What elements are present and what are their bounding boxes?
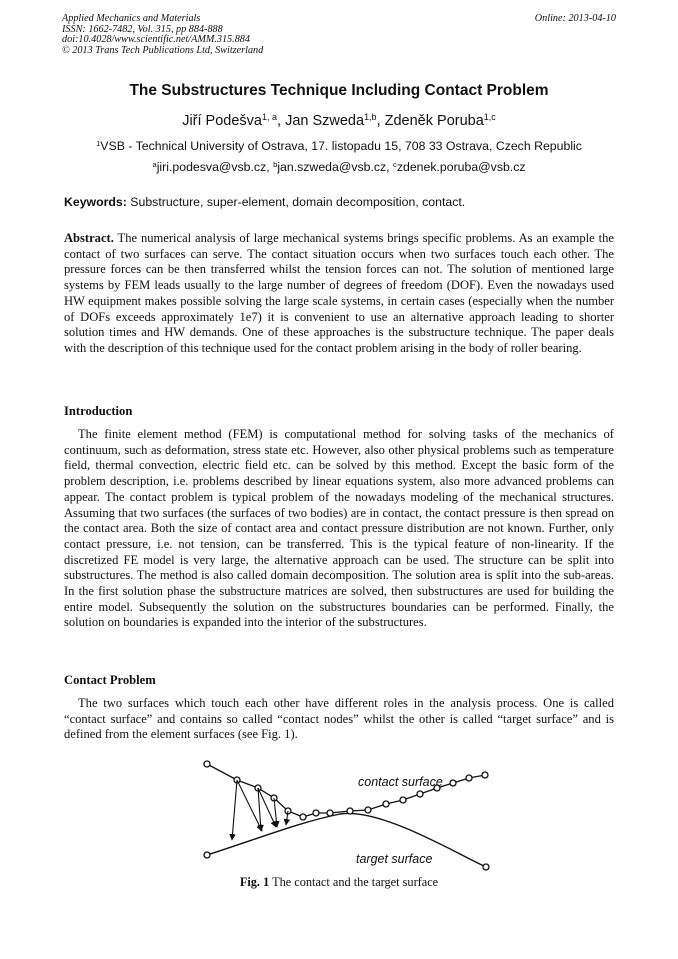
- contact-node: [300, 814, 306, 820]
- contact-node: [347, 808, 353, 814]
- target-surface-label: target surface: [356, 852, 433, 866]
- copyright-line: © 2013 Trans Tech Publications Ltd, Switzerland: [62, 44, 264, 56]
- contact-surface-label: contact surface: [358, 775, 443, 789]
- author-name: Jiří Podešva: [182, 113, 262, 129]
- author-line: Jiří Podešva$^{1, a}$, Jan Szweda$^{1,b}$, Zdeněk Poruba$^{1,c}$: [182, 112, 496, 129]
- abstract-label: Abstract.: [64, 231, 114, 245]
- author-name: Jan Szweda: [285, 113, 365, 129]
- contact-node: [313, 810, 319, 816]
- figure-caption: [0, 875, 678, 890]
- author-name: Zdeněk Poruba: [384, 113, 484, 129]
- author-affiliation-marker: 1,b: [364, 112, 377, 123]
- target-node: [204, 852, 210, 858]
- keywords-line: [64, 195, 465, 209]
- email-marker: b: [273, 159, 278, 169]
- author-affiliation-marker: 1, a: [262, 112, 277, 123]
- contact-node: [466, 775, 472, 781]
- figure-caption-label: Fig. 1: [239, 875, 270, 889]
- figure-caption-text: The contact and the target surface: [272, 875, 439, 889]
- abstract-text: The numerical analysis of large mechanical systems brings specific problems. As an example the contact of two surfaces can serve. The contact situation occurs when two surfaces touch each other. The pressure forces can be then transferred whilst the tension forces can not. The solution of mentioned large systems by FEM leads usually to the large number of degrees of freedom (DOF). Even the nowadays used HW equipment makes possible solving the large scale systems, in certain cases (especially when the number of DOFs exceeds approximately 1e7) it is convenient to use an alternative approach leading to shorter solution times and HW demands. One of these approaches is the substructure technique. The paper deals with the description of this technique used for the contact problem arising in the body of roller bearing.: [64, 231, 614, 355]
- email-line: $^a$jiri.podesva@vsb.cz, $^b$jan.szweda@vsb.cz, $^c$zdenek.poruba@vsb.cz: [152, 159, 526, 174]
- email-marker: a: [152, 159, 157, 169]
- contact-node: [482, 772, 488, 778]
- keywords-label: Keywords:: [64, 195, 127, 209]
- introduction-paragraph: The finite element method (FEM) is computational method for solving tasks of the mechanics of continuum, such as deformation, stress state etc. However, also other physical problems such as temperature field, thermal convection, electric field etc. can be solved by this method. Except the basic form of the problem description, i.e. problems described by linear equations system, also more advanced problems can appear. The contact problem is typical problem of the nowadays modeling of the mechanical structures. Assuming that two surfaces (the surfaces of two bodies) are in contact, the contact pressure is then spread on the contact area. Both the size of contact area and contact pressure distribution are not known. Further, only contact pressure, i.e. not tension, can be transferred. This is the typical feature of non-linearity. If the discretized FE model is very large, the alternative approach can be used. The structure can be split into substructures. The method is also called domain decomposition. The solution area is split into the sub-areas. In the first solution phase the substructure matrices are solved, then substructures are used for building the entire model. Subsequently the solution on the substructures boundaries can be performed. Finally, the solution on boundaries is expanded into the interior of the substructures.: [64, 427, 614, 630]
- contact-problem-heading: Contact Problem: [64, 673, 156, 687]
- contact-surface-polyline: [207, 764, 485, 817]
- affiliation-line: [0, 139, 678, 153]
- contact-node: [204, 761, 210, 767]
- contact-node: [400, 797, 406, 803]
- doi-line: doi:10.4028/www.scientific.net/AMM.315.884: [62, 34, 250, 46]
- target-surface-curve: [207, 813, 486, 867]
- affiliation-marker: 1: [96, 138, 101, 148]
- abstract-paragraph: [64, 231, 614, 357]
- contact-node: [450, 780, 456, 786]
- target-node: [483, 864, 489, 870]
- running-header: [62, 14, 616, 56]
- paper-title: The Substructures Technique Including Contact Problem: [129, 82, 549, 99]
- contact-node: [383, 801, 389, 807]
- contact-problem-paragraph: The two surfaces which touch each other have different roles in the analysis process. One is called “contact surface” and contains so called “contact nodes” whilst the other is called “target surface” and is defined from the element surfaces (see Fig. 1).: [64, 696, 614, 742]
- affiliation-text: VSB - Technical University of Ostrava, 17. listopadu 15, 708 33 Ostrava, Czech Republic: [100, 139, 582, 153]
- email-address[interactable]: jan.szweda@vsb.cz: [277, 160, 387, 174]
- projection-arrow: [232, 780, 237, 840]
- email-address[interactable]: jiri.podesva@vsb.cz: [156, 160, 267, 174]
- contact-target-figure: [190, 754, 510, 878]
- author-affiliation-marker: 1,c: [483, 112, 496, 123]
- introduction-heading: Introduction: [64, 404, 133, 418]
- online-date: Online: 2013-04-10: [534, 13, 616, 24]
- journal-name: Applied Mechanics and Materials: [62, 13, 201, 24]
- contact-node: [417, 791, 423, 797]
- keywords-text: Substructure, super-element, domain decomposition, contact.: [130, 195, 466, 209]
- contact-node: [327, 810, 333, 816]
- email-address[interactable]: zdenek.poruba@vsb.cz: [396, 160, 526, 174]
- email-marker: c: [393, 159, 397, 169]
- contact-node: [365, 807, 371, 813]
- issn-line: ISSN: 1662-7482, Vol. 315, pp 884-888: [62, 23, 223, 35]
